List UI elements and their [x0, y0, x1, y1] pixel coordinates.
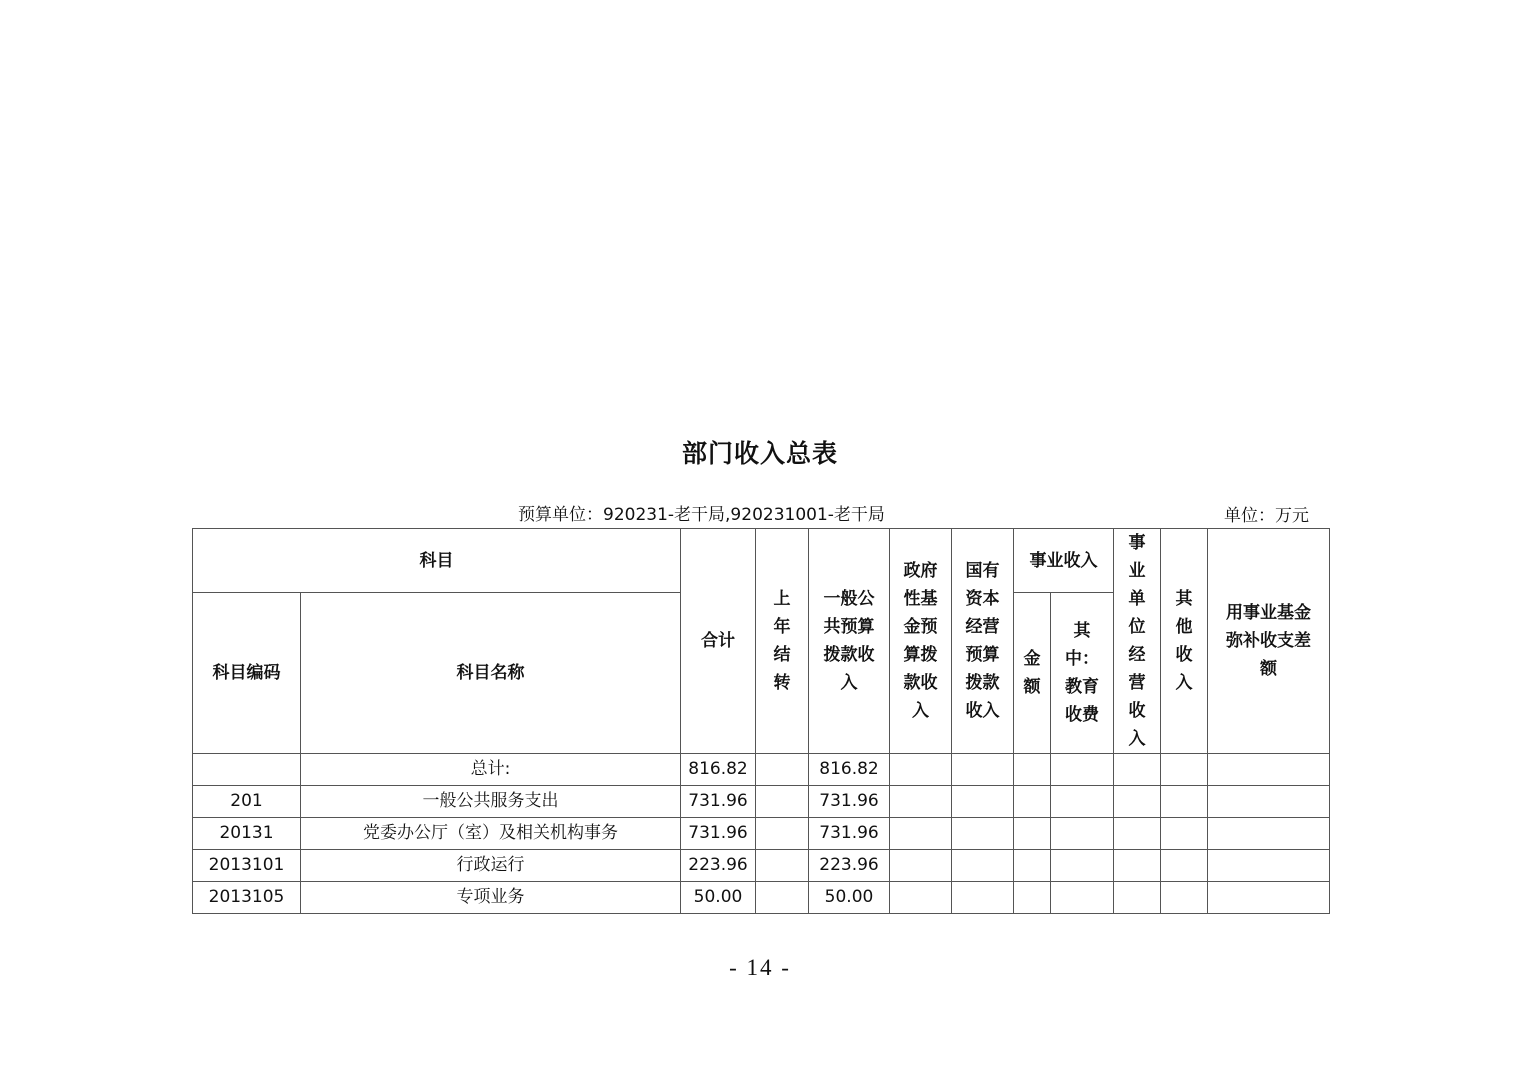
- cell-empty: [1208, 850, 1330, 882]
- cell-empty: [1051, 754, 1114, 786]
- cell-name: 总计:: [301, 754, 681, 786]
- cell-empty: [1161, 754, 1208, 786]
- header-subject-code: 科目编码: [193, 593, 301, 754]
- cell-total: 731.96: [681, 818, 756, 850]
- header-subject: 科目: [193, 529, 681, 593]
- cell-general: 816.82: [809, 754, 890, 786]
- cell-empty: [1051, 882, 1114, 914]
- cell-empty: [1014, 754, 1051, 786]
- page-number: - 14 -: [729, 955, 791, 980]
- cell-empty: [1208, 882, 1330, 914]
- cell-empty: [1014, 786, 1051, 818]
- cell-empty: [1051, 850, 1114, 882]
- header-business-income: 事业收入: [1014, 529, 1114, 593]
- cell-total: 816.82: [681, 754, 756, 786]
- header-last-year-carry: 上年结转: [756, 529, 809, 754]
- cell-empty: [890, 754, 952, 786]
- table-row: [193, 882, 1330, 914]
- header-other-income: 其他收入: [1161, 529, 1208, 754]
- cell-empty: [1114, 786, 1161, 818]
- cell-empty: [952, 850, 1014, 882]
- currency-unit-label: 单位：万元: [1224, 506, 1309, 526]
- cell-general: 223.96: [809, 850, 890, 882]
- cell-empty: [1114, 818, 1161, 850]
- cell-name: 党委办公厅（室）及相关机构事务: [301, 818, 681, 850]
- cell-empty: [1208, 818, 1330, 850]
- header-general-public-budget: 一般公共预算拨款收入: [809, 529, 890, 754]
- cell-carry: [756, 882, 809, 914]
- cell-empty: [1014, 882, 1051, 914]
- cell-total: 731.96: [681, 786, 756, 818]
- cell-empty: [890, 818, 952, 850]
- cell-empty: [1161, 818, 1208, 850]
- cell-empty: [1161, 850, 1208, 882]
- cell-code: [193, 754, 301, 786]
- cell-empty: [1014, 850, 1051, 882]
- cell-empty: [952, 818, 1014, 850]
- cell-total: 223.96: [681, 850, 756, 882]
- header-education-fees: 其中：教育收费: [1051, 593, 1114, 754]
- cell-empty: [1161, 882, 1208, 914]
- table-row: [193, 754, 1330, 786]
- table-row: [193, 850, 1330, 882]
- cell-general: 50.00: [809, 882, 890, 914]
- cell-carry: [756, 818, 809, 850]
- cell-empty: [1114, 754, 1161, 786]
- cell-empty: [1114, 850, 1161, 882]
- cell-empty: [1051, 786, 1114, 818]
- income-summary-table: [192, 528, 1330, 914]
- cell-empty: [1161, 786, 1208, 818]
- cell-empty: [890, 882, 952, 914]
- header-fund-supplement: 用事业基金弥补收支差额: [1208, 529, 1330, 754]
- header-operating-income: 事业单位经营收入: [1114, 529, 1161, 754]
- cell-name: 行政运行: [301, 850, 681, 882]
- cell-name: 专项业务: [301, 882, 681, 914]
- cell-empty: [952, 882, 1014, 914]
- cell-carry: [756, 850, 809, 882]
- table-row: [193, 786, 1330, 818]
- cell-empty: [890, 850, 952, 882]
- budget-unit-label: 预算单位：920231-老干局,920231001-老干局: [518, 505, 885, 525]
- header-total: 合计: [681, 529, 756, 754]
- report-title: 部门收入总表: [681, 439, 838, 468]
- cell-carry: [756, 754, 809, 786]
- cell-empty: [1051, 818, 1114, 850]
- cell-empty: [1208, 786, 1330, 818]
- cell-empty: [952, 754, 1014, 786]
- cell-empty: [1208, 754, 1330, 786]
- header-state-capital-budget: 国有资本经营预算拨款收入: [952, 529, 1014, 754]
- cell-code: 2013105: [193, 882, 301, 914]
- header-amount: 金额: [1014, 593, 1051, 754]
- cell-code: 20131: [193, 818, 301, 850]
- cell-code: 2013101: [193, 850, 301, 882]
- table-row: [193, 818, 1330, 850]
- cell-general: 731.96: [809, 818, 890, 850]
- cell-empty: [952, 786, 1014, 818]
- cell-empty: [890, 786, 952, 818]
- cell-total: 50.00: [681, 882, 756, 914]
- header-gov-fund-budget: 政府性基金预算拨款收入: [890, 529, 952, 754]
- cell-empty: [1114, 882, 1161, 914]
- cell-carry: [756, 786, 809, 818]
- cell-name: 一般公共服务支出: [301, 786, 681, 818]
- cell-code: 201: [193, 786, 301, 818]
- header-subject-name: 科目名称: [301, 593, 681, 754]
- cell-empty: [1014, 818, 1051, 850]
- cell-general: 731.96: [809, 786, 890, 818]
